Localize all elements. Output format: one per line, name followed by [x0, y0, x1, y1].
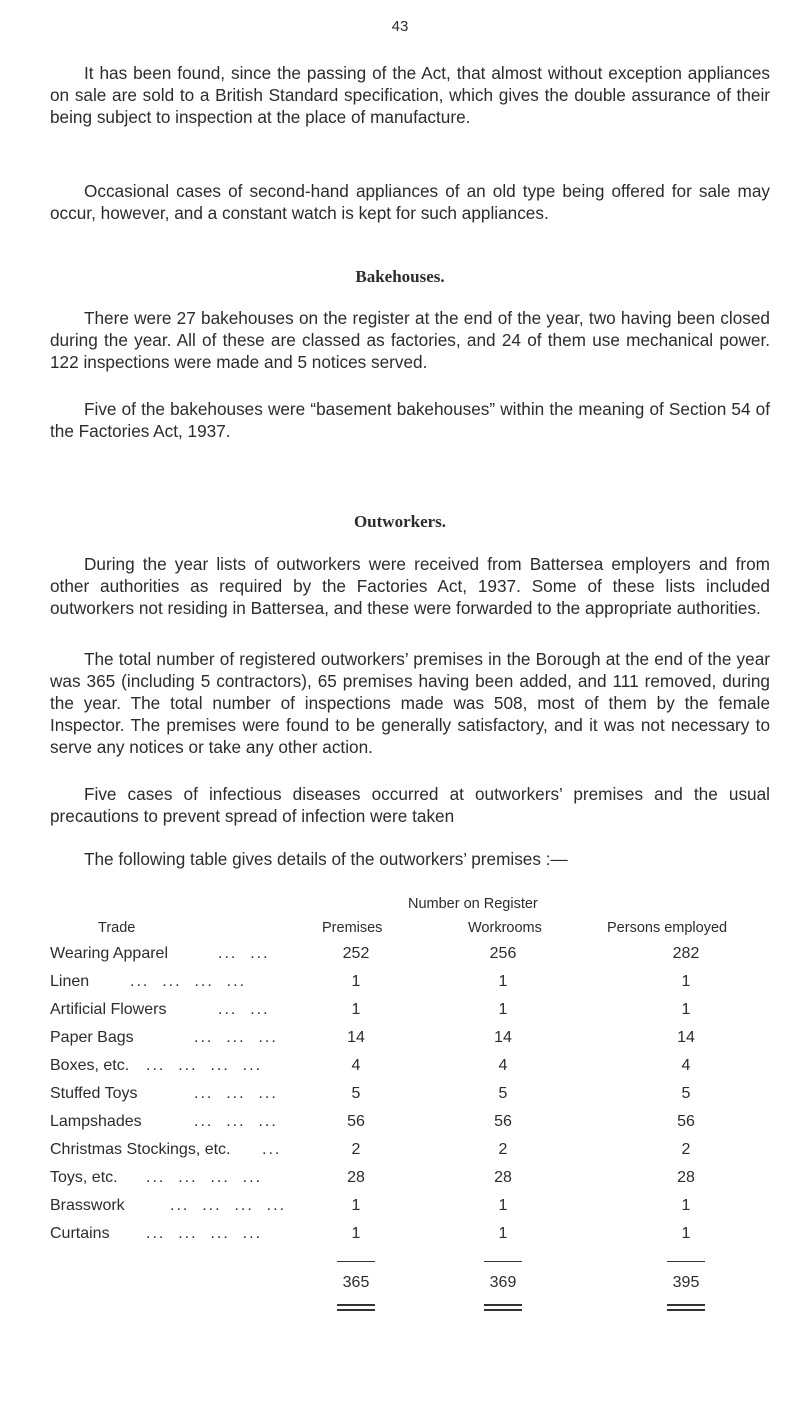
table-row: [0, 1169, 800, 1197]
premises-cell: 1: [351, 1225, 361, 1242]
premises-cell: 1: [351, 1001, 361, 1018]
workrooms-cell: 1: [498, 973, 508, 990]
paragraph-second-hand-appliances: Occasional cases of second-hand appliances of an old type being offered for sale may occur, however, and a constant watch is kept for such appliances.: [50, 181, 770, 223]
persons-cell: 1: [681, 1197, 691, 1214]
trade-cell: Christmas Stockings, etc.: [50, 1141, 231, 1158]
leader-dots: ...: [262, 1141, 282, 1158]
paragraph-basement-bakehouses: Five of the bakehouses were “basement bakehouses” within the meaning of Section 54 of the Factories Act, 1937.: [50, 399, 770, 441]
paragraph-outworker-premises: The total number of registered outworkers’ premises in the Borough at the end of the year was 365 (including 5 contractors), 65 premises having been added, and 111 removed, during the year. The total number of inspections made was 508, most of them by the female Inspector. The premises were found to be generally satisfactory, and it was not necessary to serve any notices or take any other action.: [50, 649, 770, 757]
workrooms-cell: 256: [489, 945, 517, 962]
paragraph-infectious-diseases: Five cases of infectious diseases occurred at outworkers’ premises and the usual precautions to prevent spread of infection were taken: [50, 784, 770, 826]
paragraph-table-intro: The following table gives details of the outworkers’ premises :—: [84, 849, 568, 869]
workrooms-cell: 56: [494, 1113, 512, 1130]
leader-dots: ... ...: [218, 945, 270, 962]
leader-dots: ... ... ... ...: [146, 1057, 263, 1074]
persons-cell: 14: [677, 1029, 695, 1046]
table-row: [0, 1001, 800, 1029]
sum-rule: [484, 1261, 522, 1262]
header-premises: Premises: [322, 920, 383, 936]
premises-cell: 1: [351, 1197, 361, 1214]
table-row: [0, 1225, 800, 1253]
workrooms-cell: 28: [494, 1169, 512, 1186]
persons-cell: 1: [681, 1225, 691, 1242]
table-row: [0, 1141, 800, 1169]
workrooms-cell: 2: [498, 1141, 508, 1158]
leader-dots: ... ... ...: [194, 1029, 278, 1046]
persons-cell: 282: [672, 945, 700, 962]
workrooms-cell: 1: [498, 1197, 508, 1214]
leader-dots: ... ... ... ...: [146, 1225, 263, 1242]
trade-cell: Brasswork: [50, 1197, 125, 1214]
trade-cell: Artificial Flowers: [50, 1001, 167, 1018]
table-row: [0, 1085, 800, 1113]
header-number-on-register: Number on Register: [408, 896, 538, 912]
header-persons-employed: Persons employed: [607, 920, 728, 936]
premises-cell: 1: [351, 973, 361, 990]
trade-cell: Stuffed Toys: [50, 1085, 138, 1102]
premises-cell: 56: [347, 1113, 365, 1130]
table-row: [0, 1197, 800, 1225]
premises-cell: 5: [351, 1085, 361, 1102]
total-workrooms: 369: [489, 1274, 517, 1291]
persons-cell: 2: [681, 1141, 691, 1158]
trade-cell: Linen: [50, 973, 90, 990]
total-persons: 395: [672, 1274, 700, 1291]
total-double-rule: [484, 1304, 522, 1311]
table-totals-row: [0, 1274, 800, 1302]
premises-cell: 4: [351, 1057, 361, 1074]
paragraph-outworker-lists: During the year lists of outworkers were received from Battersea employers and from other authorities as required by the Factories Act, 1937. Some of these lists included outworkers not residing in Battersea, and these were forwarded to the appropriate authorities.: [50, 554, 770, 618]
heading-bakehouses: Bakehouses.: [355, 267, 445, 286]
heading-outworkers: Outworkers.: [353, 512, 447, 531]
leader-dots: ... ... ... ...: [146, 1169, 263, 1186]
table-row: [0, 1113, 800, 1141]
persons-cell: 28: [677, 1169, 695, 1186]
trade-cell: Curtains: [50, 1225, 110, 1242]
leader-dots: ... ... ... ...: [130, 973, 247, 990]
premises-cell: 252: [342, 945, 370, 962]
workrooms-cell: 14: [494, 1029, 512, 1046]
leader-dots: ... ...: [218, 1001, 270, 1018]
trade-cell: Lampshades: [50, 1113, 142, 1130]
trade-cell: Boxes, etc.: [50, 1057, 130, 1074]
trade-cell: Paper Bags: [50, 1029, 134, 1046]
persons-cell: 56: [677, 1113, 695, 1130]
workrooms-cell: 1: [498, 1225, 508, 1242]
header-workrooms: Workrooms: [468, 920, 542, 936]
trade-cell: Toys, etc.: [50, 1169, 118, 1186]
sum-rule: [667, 1261, 705, 1262]
workrooms-cell: 1: [498, 1001, 508, 1018]
header-trade: Trade: [98, 920, 136, 936]
total-double-rule: [337, 1304, 375, 1311]
page-number: 43: [391, 18, 409, 35]
premises-cell: 14: [347, 1029, 365, 1046]
persons-cell: 1: [681, 973, 691, 990]
premises-cell: 28: [347, 1169, 365, 1186]
leader-dots: ... ... ...: [194, 1113, 278, 1130]
persons-cell: 4: [681, 1057, 691, 1074]
table-row: [0, 973, 800, 1001]
total-premises: 365: [342, 1274, 370, 1291]
persons-cell: 5: [681, 1085, 691, 1102]
table-row: [0, 945, 800, 973]
table-row: [0, 1029, 800, 1057]
workrooms-cell: 5: [498, 1085, 508, 1102]
table-row: [0, 1057, 800, 1085]
premises-cell: 2: [351, 1141, 361, 1158]
workrooms-cell: 4: [498, 1057, 508, 1074]
persons-cell: 1: [681, 1001, 691, 1018]
sum-rule: [337, 1261, 375, 1262]
total-double-rule: [667, 1304, 705, 1311]
leader-dots: ... ... ... ...: [170, 1197, 287, 1214]
paragraph-appliances-standard: It has been found, since the passing of the Act, that almost without exception appliances on sale are sold to a British Standard specification, which gives the double assurance of their being subject to inspection at the place of manufacture.: [50, 63, 770, 127]
trade-cell: Wearing Apparel: [50, 945, 168, 962]
leader-dots: ... ... ...: [194, 1085, 278, 1102]
paragraph-bakehouses-register: There were 27 bakehouses on the register at the end of the year, two having been closed during the year. All of these are classed as factories, and 24 of them use mechanical power. 122 inspections were made and 5 notices served.: [50, 308, 770, 372]
